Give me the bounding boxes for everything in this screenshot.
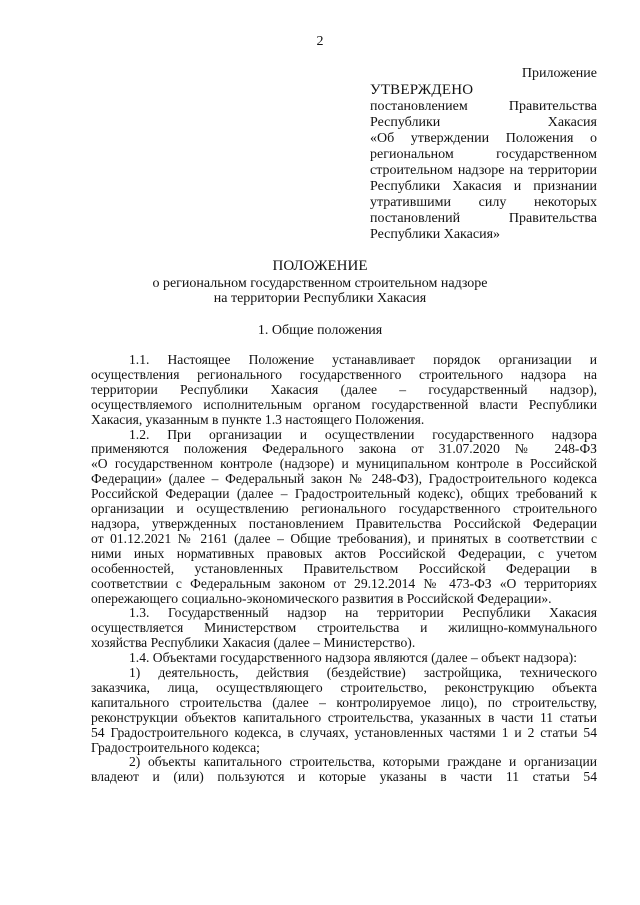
paragraph-line: 54 Градостроительного кодекса, в случаях, установленных частями 1 и 2 статьи 54 xyxy=(91,724,597,740)
paragraph xyxy=(91,428,597,607)
approval-block xyxy=(370,82,597,243)
paragraph-line: территории Республики Хакасия (далее – государственный надзор), xyxy=(91,381,597,397)
paragraph-line: 1.1. Настоящее Положение устанавливает порядок организации и xyxy=(129,352,597,367)
paragraph xyxy=(91,666,597,755)
appendix-label: Приложение xyxy=(521,66,597,81)
paragraph-line: Федерации» (далее – Федеральный закон № 248-ФЗ), Градостроительного кодекса xyxy=(91,471,597,487)
paragraph-line: 2) объекты капитального строительства, которыми граждане и организации xyxy=(129,754,597,770)
paragraph-line: осуществления регионального государственного строительного надзора на xyxy=(91,366,597,382)
subtitle-line: на территории Республики Хакасия xyxy=(213,291,427,306)
paragraph xyxy=(91,755,597,785)
paragraph-line: 1) деятельность, действия (бездействие) застройщика, технического xyxy=(129,665,597,681)
approval-heading: УТВЕРЖДЕНО xyxy=(370,82,474,98)
paragraph-line: опережающего социально-экономического развития в Российской Федерации». xyxy=(91,590,552,606)
section-heading: 1. Общие положения xyxy=(257,323,383,338)
approval-line: постановлением Правительства xyxy=(370,99,597,114)
paragraph-line: осуществляемого исполнительным органом государственной власти Республики xyxy=(91,396,597,412)
paragraph-line: владеют и (или) пользуются и которые указаны в части 11 статьи 54 xyxy=(91,769,597,785)
approval-line: Республики Хакасия и признании xyxy=(370,179,597,194)
approval-line: «Об утверждении Положения о xyxy=(370,131,597,146)
paragraph-line: Российской Федерации (далее – Градостроительный кодекс), общих требований к xyxy=(91,486,597,502)
page-number: 2 xyxy=(316,34,324,49)
paragraph-line: реконструкции объектов капитального строительства, указанных в части 11 статьи xyxy=(91,709,597,725)
paragraph-line: организации и осуществлению регионального государственного строительного xyxy=(91,501,597,517)
paragraph-line: особенностей, установленных Правительством Российской Федерации в xyxy=(91,560,597,576)
paragraph-line: надзора, утвержденных постановлением Правительства Российской Федерации xyxy=(91,515,597,531)
paragraph-line: Градостроительного кодекса; xyxy=(91,739,260,755)
approval-text xyxy=(370,99,597,243)
paragraph-line: капитального строительства (далее – контролируемое лицо), по строительству, xyxy=(91,694,597,710)
approval-line: строительном надзоре на территории xyxy=(370,163,597,178)
paragraph-line: соответствии с Федеральным законом от 29.12.2014 № 473-ФЗ «О территориях xyxy=(91,575,597,591)
paragraph-line: 1.4. Объектами государственного надзора являются (далее – объект надзора): xyxy=(129,650,577,666)
paragraph-line: ними иных нормативных правовых актов Российской Федерации, с учетом xyxy=(91,545,597,561)
paragraph-line: 1.2. При организации и осуществлении государственного надзора xyxy=(129,426,597,442)
paragraph-line: от 01.12.2021 № 2161 (далее – Общие требования), и принятых в соответствии с xyxy=(91,530,597,546)
paragraph-line: заказчика, лица, осуществляющего строительство, реконструкцию объекта xyxy=(91,679,597,695)
paragraph xyxy=(91,353,597,428)
paragraph-line: «О государственном контроле (надзоре) и муниципальном контроле в Российской xyxy=(91,456,597,472)
paragraph-line: осуществляется Министерством строительства и жилищно-коммунального xyxy=(91,620,597,636)
paragraph-line: хозяйства Республики Хакасия (далее – Министерство). xyxy=(91,635,416,651)
document-subtitle xyxy=(0,276,640,306)
document-body xyxy=(91,353,597,785)
paragraph xyxy=(91,606,597,651)
approval-line: Республики Хакасия» xyxy=(370,227,501,242)
paragraph-line: 1.3. Государственный надзор на территории Республики Хакасия xyxy=(129,605,597,621)
paragraph-line: применяются положения Федерального закона от 31.07.2020 № 248-ФЗ xyxy=(91,441,597,457)
subtitle-line: о региональном государственном строительном надзоре xyxy=(152,276,488,291)
document-title: ПОЛОЖЕНИЕ xyxy=(272,258,368,274)
paragraph xyxy=(91,651,597,666)
approval-line: утратившими силу некоторых xyxy=(370,195,597,210)
paragraph-line: Хакасия, указанным в пункте 1.3 настоящего Положения. xyxy=(91,411,425,427)
approval-line: региональном государственном xyxy=(370,147,597,162)
approval-line: Республики Хакасия xyxy=(370,115,597,130)
approval-line: постановлений Правительства xyxy=(370,211,597,226)
